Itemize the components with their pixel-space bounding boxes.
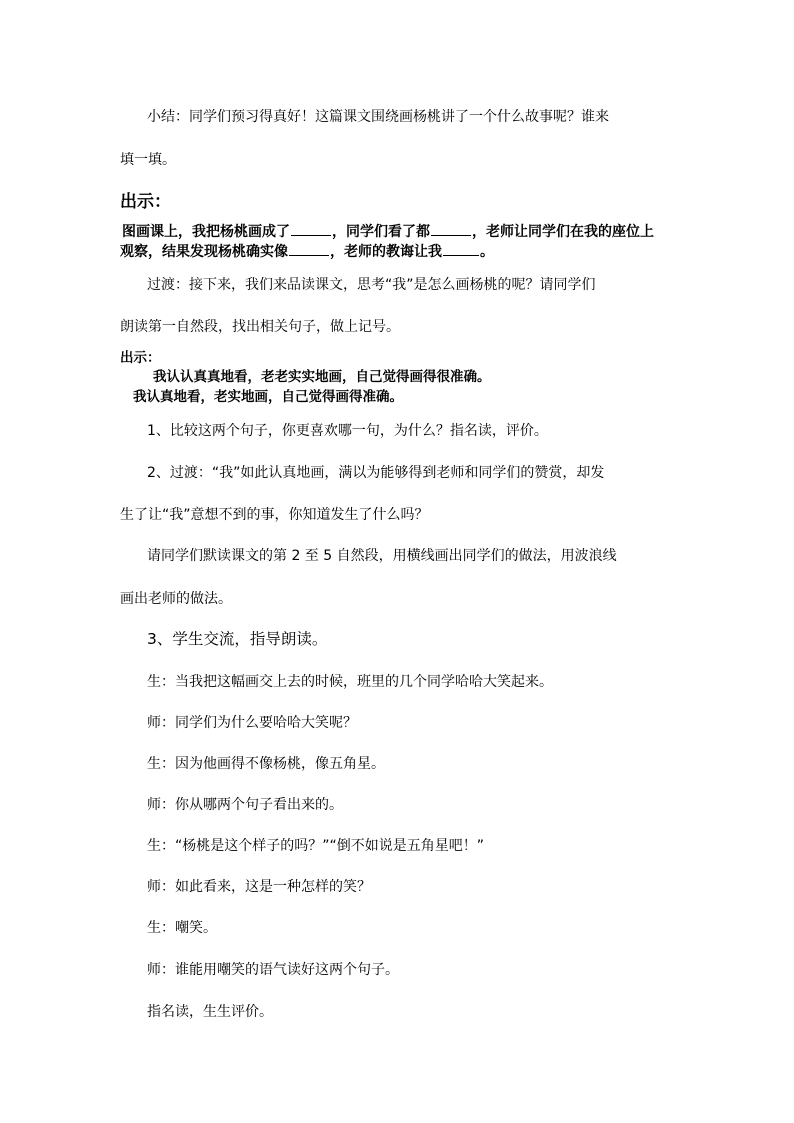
dialogue-line: 生：嘲笑。 <box>147 920 217 936</box>
dialogue-line: 生：“杨桃是这个样子的吗？”“倒不如说是五角星吧！” <box>147 838 485 854</box>
item-2-line-1: 2、过渡：“我”如此认真地画，满以为能够得到老师和同学们的赞赏，却发 <box>147 465 605 481</box>
blank-4 <box>443 242 479 256</box>
dialogue-line: 师：同学们为什么要哈哈大笑呢？ <box>147 715 357 731</box>
example-sentence-1: 我认认真真地看，老老实实地画，自己觉得画得很准确。 <box>153 369 491 385</box>
blank-2 <box>431 222 471 236</box>
example-sentence-2: 我认真地看，老实地画，自己觉得画得准确。 <box>133 389 403 405</box>
blank-1 <box>291 222 331 236</box>
fill-text-2a: 观察，结果发现杨桃确实像 <box>120 244 288 260</box>
show-heading-2: 出示： <box>120 350 161 366</box>
dialogue-line: 生：因为他画得不像杨桃，像五角星。 <box>147 756 385 772</box>
dialogue-line: 师：谁能用嘲笑的语气读好这两个句子。 <box>147 962 399 978</box>
dialogue-line: 生：当我把这幅画交上去的时候，班里的几个同学哈哈大笑起来。 <box>147 674 553 690</box>
fill-blank-line-1 <box>122 222 654 241</box>
show-heading-1: 出示： <box>120 192 171 212</box>
reading-task-line-1: 请同学们默读课文的第 2 至 5 自然段，用横线画出同学们的做法，用波浪线 <box>147 548 617 564</box>
fill-text-1a: 图画课上，我把杨桃画成了 <box>122 224 290 240</box>
transition-line-1: 过渡：接下来，我们来品读课文，思考“我”是怎么画杨桃的呢？请同学们 <box>147 277 596 293</box>
reading-task-line-2: 画出老师的做法。 <box>120 591 232 607</box>
transition-line-2: 朗读第一自然段，找出相关句子，做上记号。 <box>120 319 400 335</box>
fill-text-2b: ，老师的教诲让我 <box>330 244 442 260</box>
blank-3 <box>289 242 329 256</box>
item-3: 3、学生交流，指导朗读。 <box>147 630 328 648</box>
fill-text-1b: ，同学们看了都 <box>332 224 430 240</box>
item-2-line-2: 生了让“我”意想不到的事，你知道发生了什么吗？ <box>120 507 429 523</box>
fill-text-2c: 。 <box>480 244 494 260</box>
fill-text-1c: ，老师让同学们在我的座位上 <box>472 224 654 240</box>
dialogue-line: 师：你从哪两个句子看出来的。 <box>147 797 343 813</box>
item-1: 1、比较这两个句子，你更喜欢哪一句，为什么？指名读，评价。 <box>147 423 548 439</box>
dialogue-line: 师：如此看来，这是一种怎样的笑？ <box>147 879 371 895</box>
fill-blank-line-2 <box>120 242 494 261</box>
summary-line-2: 填一填。 <box>120 152 176 168</box>
summary-line-1: 小结：同学们预习得真好！这篇课文围绕画杨桃讲了一个什么故事呢？谁来 <box>147 109 609 125</box>
dialogue-line: 指名读，生生评价。 <box>147 1004 273 1020</box>
